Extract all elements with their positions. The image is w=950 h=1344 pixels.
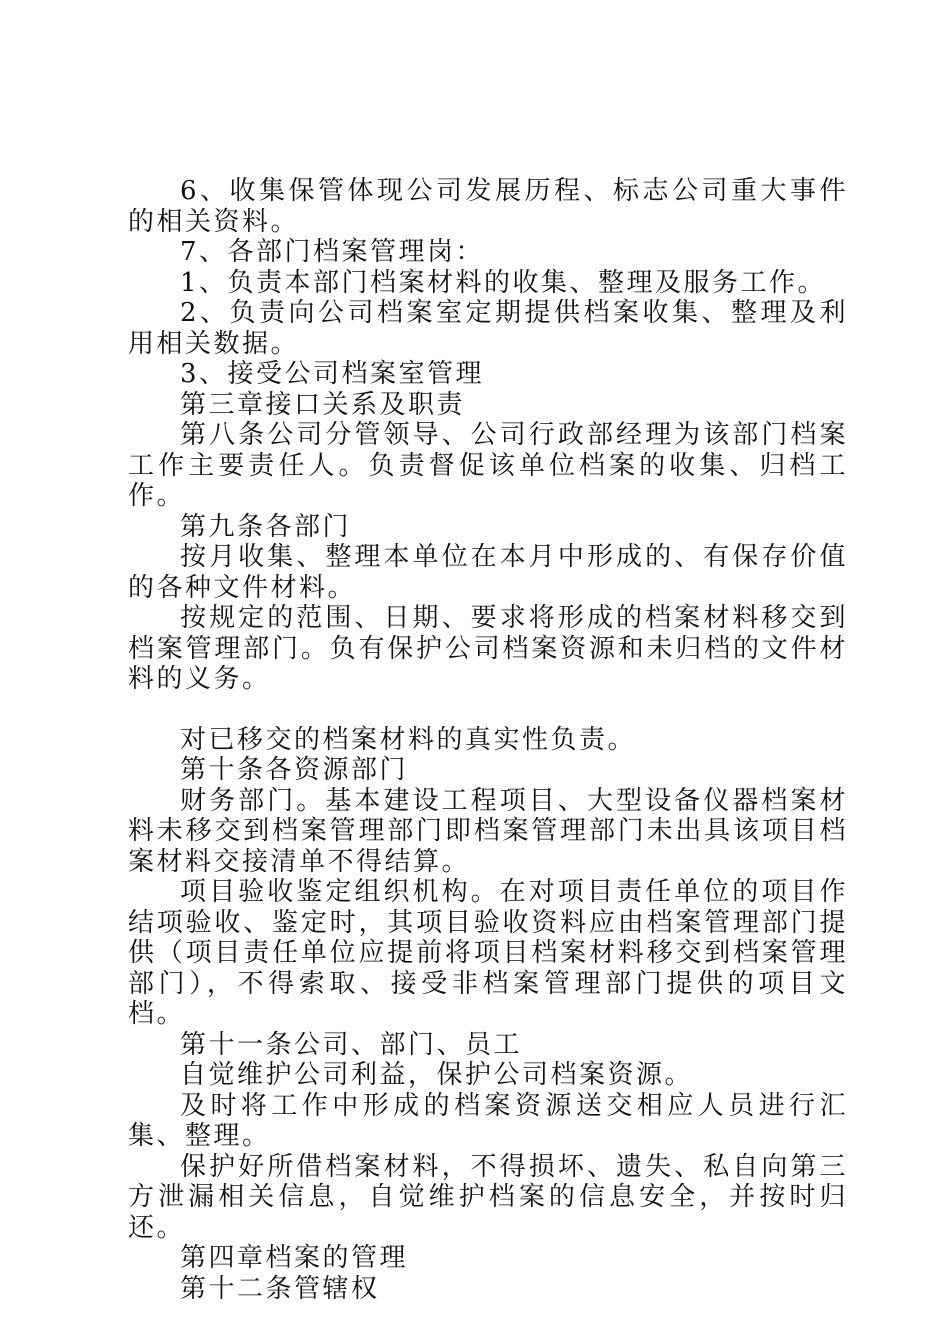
paragraph: 2、负责向公司档案室定期提供档案收集、整理及利用相关数据。 [128,298,848,359]
document-body [128,176,848,1304]
paragraph: 对已移交的档案材料的真实性负责。 [180,724,637,755]
chapter-heading: 第三章接口关系及职责 [180,389,466,420]
paragraph: 财务部门。基本建设工程项目、大型设备仪器档案材料未移交到档案管理部门即档案管理部门未出具该项目档案材料交接清单不得结算。 [128,785,848,877]
paragraph: 3、接受公司档案室管理 [180,359,485,389]
paragraph: 1、负责本部门档案材料的收集、整理及服务工作。 [180,267,827,298]
article-paragraph: 第八条公司分管领导、公司行政部经理为该部门档案工作主要责任人。负责督促该单位档案的收集、归档工作。 [128,420,848,511]
paragraph: 保护好所借档案材料，不得损坏、遗失、私自向第三方泄漏相关信息，自觉维护档案的信息安全，并按时归还。 [128,1151,848,1243]
article-heading: 第十条各资源部门 [180,755,409,785]
paragraph: 按月收集、整理本单位在本月中形成的、有保存价值的各种文件材料。 [128,542,848,603]
article-heading: 第十二条管辖权 [180,1273,380,1304]
paragraph: 6、收集保管体现公司发展历程、标志公司重大事件的相关资料。 [128,176,848,237]
paragraph: 按规定的范围、日期、要求将形成的档案材料移交到档案管理部门。负有保护公司档案资源和未归档的文件材料的义务。 [128,603,848,694]
paragraph: 及时将工作中形成的档案资源送交相应人员进行汇集、整理。 [128,1090,848,1151]
article-heading: 第十一条公司、部门、员工 [180,1029,523,1060]
paragraph: 7、各部门档案管理岗： [180,237,485,267]
chapter-heading: 第四章档案的管理 [180,1243,409,1273]
paragraph: 自觉维护公司利益，保护公司档案资源。 [180,1060,694,1090]
paragraph: 项目验收鉴定组织机构。在对项目责任单位的项目作结项验收、鉴定时，其项目验收资料应由档案管理部门提供（项目责任单位应提前将项目档案材料移交到档案管理部门），不得索取、接受非档案管理部门提供的项目文档。 [128,877,848,1029]
article-heading: 第九条各部门 [180,511,352,542]
